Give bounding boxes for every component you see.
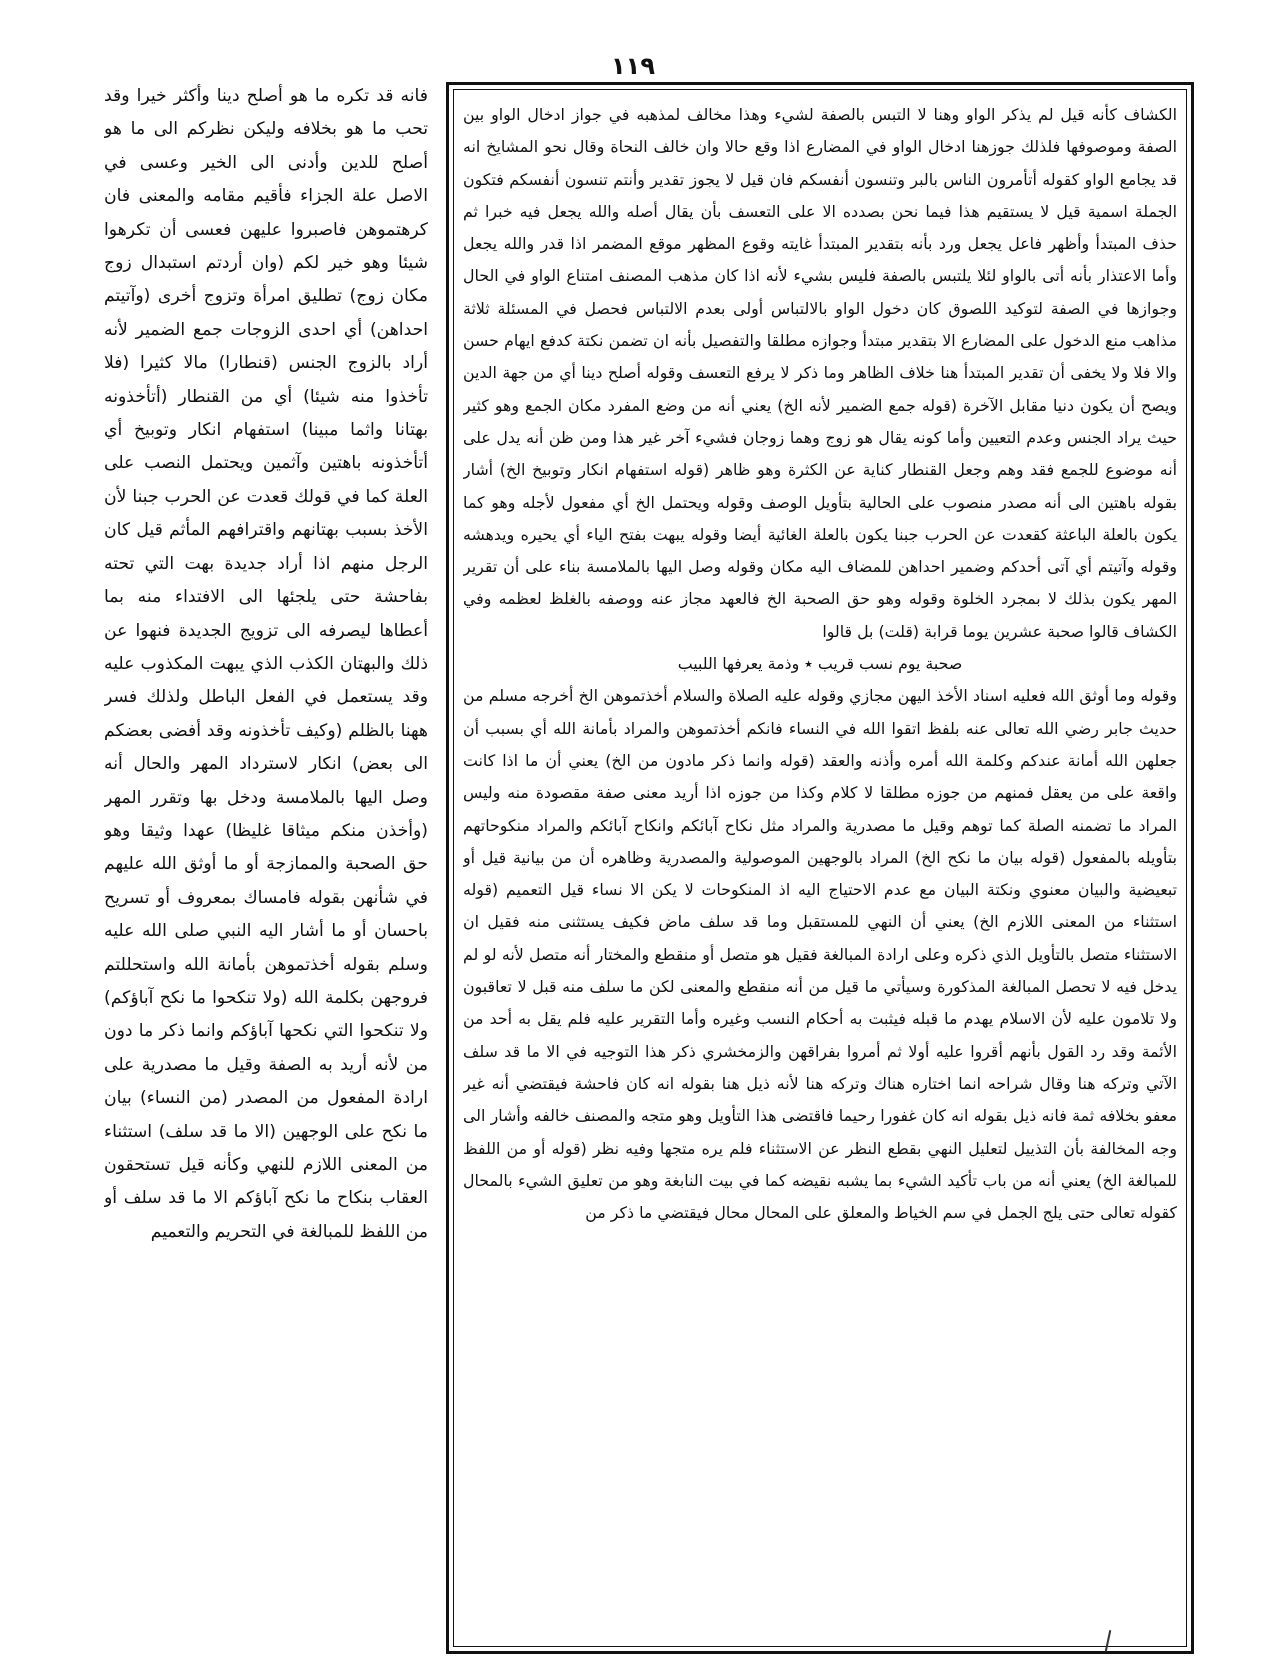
page-number: ١١٩ bbox=[611, 52, 655, 80]
commentary-text-part-1: الكشاف كأنه قيل لم يذكر الواو وهنا لا التبس بالصفة لشيء وهذا مخالف لمذهبه في جواز ادخال الواو بين الصفة وموصوفها فلذلك جوزهنا ادخال الواو في المضارع اذا وقع حالا وان خالف النحاة وقال نحو المشايخ انه قد يجامع الواو كقوله أتأمرون الناس بالبر وتنسون أنفسكم فان قيل لا يجوز تقدير وأنتم تنسون أنفسكم فتكون الجملة اسمية قيل لا يستقيم هذا فيما نحن بصدده الا على التعسف بأن يقال أصله والله يجعل فيه خبرا ثم حذف المبتدأ وأظهر فاعل يجعل ورد بأنه بتقدير المبتدأ غايته وقوع المظهر موقع المضمر اذا قدر والله يجعل وأما الاعتذار بأنه أتى بالواو لئلا يلتبس بالصفة فليس بشيء لأنه اذا كان مذهب المصنف امتناع الواو في الحال وجوازها في الصفة لتوكيد اللصوق كان دخول الواو بالالتباس أولى بعدم الالتباس فحصل في المسئلة ثلاثة مذاهب منع الدخول على المضارع الا بتقدير مبتدأ وجوازه مطلقا والتفصيل بأنه ان تضمن نكتة كدفع ايهام حسن والا فلا ولا يخفى أن تقدير المبتدأ هنا خلاف الظاهر وما ذكر لا يرفع التعسف وقوله أصلح دينا أي من جهة الدين ويصح أن يكون دنيا مقابل الآخرة (قوله جمع الضمير لأنه الخ) يعني أنه من وضع المفرد مكان الجمع وهو كثير حيث يراد الجنس وعدم التعيين وأما كونه يقال هو زوج وهما زوجان فشيء آخر غير هذا ومن ظن أنه يدل على أنه موضوع للجمع فقد وهم وجعل القنطار كناية عن الكثرة وهو ظاهر (قوله استفهام انكار وتوبيخ الخ) أشار بقوله باهتين الى أنه مصدر منصوب على الحالية بتأويل الوصف وقوله ويحتمل الخ أي مفعول لأجله وهو كما يكون بالعلة الباعثة كقعدت عن الحرب جبنا يكون بالعلة الغائية أيضا وقوله يبهت بفتح الياء أي يحيره ويدهشه وقوله وآتيتم أي آتى أحدكم وضمير احداهن للمضاف اليه مكان وقوله وصل اليها بالملامسة بناء على أن تقرير المهر يكون بذلك لا بمجرد الخلوة وقوله وهو حق الصحبة الخ فالعهد مجاز عنه ووصفه بالغلظ لعظمه وفي الكشاف قالوا صحبة عشرين يوما قرابة (قلت) بل قالوا bbox=[463, 105, 1177, 641]
margin-text: فانه قد تكره ما هو أصلح دينا وأكثر خيرا وقد تحب ما هو بخلافه وليكن نظركم الى ما هو أصلح للدين وأدنى الى الخير وعسى في الاصل علة الجزاء فأقيم مقامه والمعنى فان كرهتموهن فاصبروا عليهن فعسى أن تكرهوا شيئا وهو خير لكم (وان أردتم استبدال زوج مكان زوج) تطليق امرأة وتزوج أخرى (وآتيتم احداهن) أي احدى الزوجات جمع الضمير لأنه أراد بالزوج الجنس (قنطارا) مالا كثيرا (فلا تأخذوا منه شيئا) أي من القنطار (أتأخذونه بهتانا واثما مبينا) استفهام انكار وتوبيخ أي أتأخذونه باهتين وآثمين ويحتمل النصب على العلة كما في قولك قعدت عن الحرب جبنا لأن الأخذ بسبب بهتانهم واقترافهم المأثم قيل كان الرجل منهم اذا أراد جديدة بهت التي تحته بفاحشة حتى يلجئها الى الافتداء منه بما أعطاها ليصرفه الى تزويج الجديدة فنهوا عن ذلك والبهتان الكذب الذي يبهت المكذوب عليه وقد يستعمل في الفعل الباطل ولذلك فسر ههنا بالظلم (وكيف تأخذونه وقد أفضى بعضكم الى بعض) انكار لاسترداد المهر والحال أنه وصل اليها بالملامسة ودخل بها وتقرر المهر (وأخذن منكم ميثاقا غليظا) عهدا وثيقا وهو حق الصحبة والممازجة أو ما أوثق الله عليهم في شأنهن بقوله فامساك بمعروف أو تسريح باحسان أو ما أشار اليه النبي صلى الله عليه وسلم بقوله أخذتموهن بأمانة الله واستحللتم فروجهن بكلمة الله (ولا تنكحوا ما نكح آباؤكم) ولا تنكحوا التي نكحها آباؤكم وانما ذكر ما دون من لأنه أريد به الصفة وقيل ما مصدرية على ارادة المفعول من المصدر (من النساء) بيان ما نكح على الوجهين (الا ما قد سلف) استثناء من المعنى اللازم للنهي وكأنه قيل تستحقون العقاب بنكاح ما نكح آباؤكم الا ما قد سلف أو من اللفظ للمبالغة في التحريم والتعميم bbox=[104, 86, 428, 1242]
poetry-verse: صحبة يوم نسب قريب ٭ وذمة يعرفها اللبيب bbox=[677, 654, 963, 674]
margin-text-column bbox=[104, 80, 428, 1580]
commentary-frame bbox=[446, 82, 1194, 1654]
commentary-text-column bbox=[463, 99, 1177, 1621]
commentary-text-part-2: وقوله وما أوثق الله فعليه اسناد الأخذ اليهن مجازي وقوله عليه الصلاة والسلام أخذتموهن الخ أخرجه مسلم من حديث جابر رضي الله تعالى عنه بلفظ اتقوا الله في النساء فانكم أخذتموهن والمراد بأمانة الله أي بسبب أن جعلهن الله أمانة عندكم وكلمة الله أمره وأذنه والعقد (قوله وانما ذكر مادون من الخ) يعني أن ما اذا كانت واقعة على من يعقل فمنهم من جوزه مطلقا لا كلام وكذا من جوزه اذا أريد معنى صفة مقصودة منه وليس المراد ما تضمنه الصلة كما توهم وقيل ما مصدرية والمراد مثل نكاح آبائكم وانكاح آبائكم والمراد منكوحاتهم بتأويله بالمفعول (قوله بيان ما نكح الخ) المراد بالوجهين الموصولية والمصدرية وظاهره أن من بيانية قيل أو تبعيضية والبيان معنوي ونكتة البيان مع عدم الاحتياج اليه اذ المنكوحات لا يكن الا نساء قيل التعميم (قوله استثناء من المعنى اللازم الخ) يعني أن النهي للمستقبل وما قد سلف ماض فكيف يستثنى منه فقيل ان الاستثناء متصل بالتأويل الذي ذكره وعلى ارادة المبالغة فقيل هو متصل أو منقطع والمختار أنه متصل لأنه لو لم يدخل فيه لا تحصل المبالغة المذكورة وسيأتي ما قيل من أنه منقطع والمعنى لكن ما سلف منه قبل لا تعاقبون ولا تلامون عليه لأن الاسلام يهدم ما قبله فيثبت به أحكام النسب وغيره وأما التقرير عليه فلم يقل به أحد من الأئمة وقد رد القول بأنهم أقروا عليه أولا ثم أمروا بفراقهن والزمخشري ذكر هذا التوجيه في الا ما قد سلف الآتي وتركه هنا وقال شراحه انما اختاره هناك وتركه هنا لأنه ذيل هنا بقوله انه كان فاحشة فيقتضي أنه غير معفو بخلافه ثمة فانه ذيل بقوله انه كان غفورا رحيما فاقتضى هذا التأويل وهو متجه والمصنف خالفه وأشار الى وجه المخالفة بأن التذييل لتعليل النهي بقطع النظر عن الاستثناء فلم يره متجها وفيه نظر (قوله أو من اللفظ للمبالغة الخ) يعني أنه من باب تأكيد الشيء بما يشبه نقيضه كما في بيت النابغة وهو من تعليق الشيء بالمحال كقوله تعالى حتى يلج الجمل في سم الخياط والمعلق على المحال محال فيقتضي ما ذكر من bbox=[463, 686, 1177, 1223]
